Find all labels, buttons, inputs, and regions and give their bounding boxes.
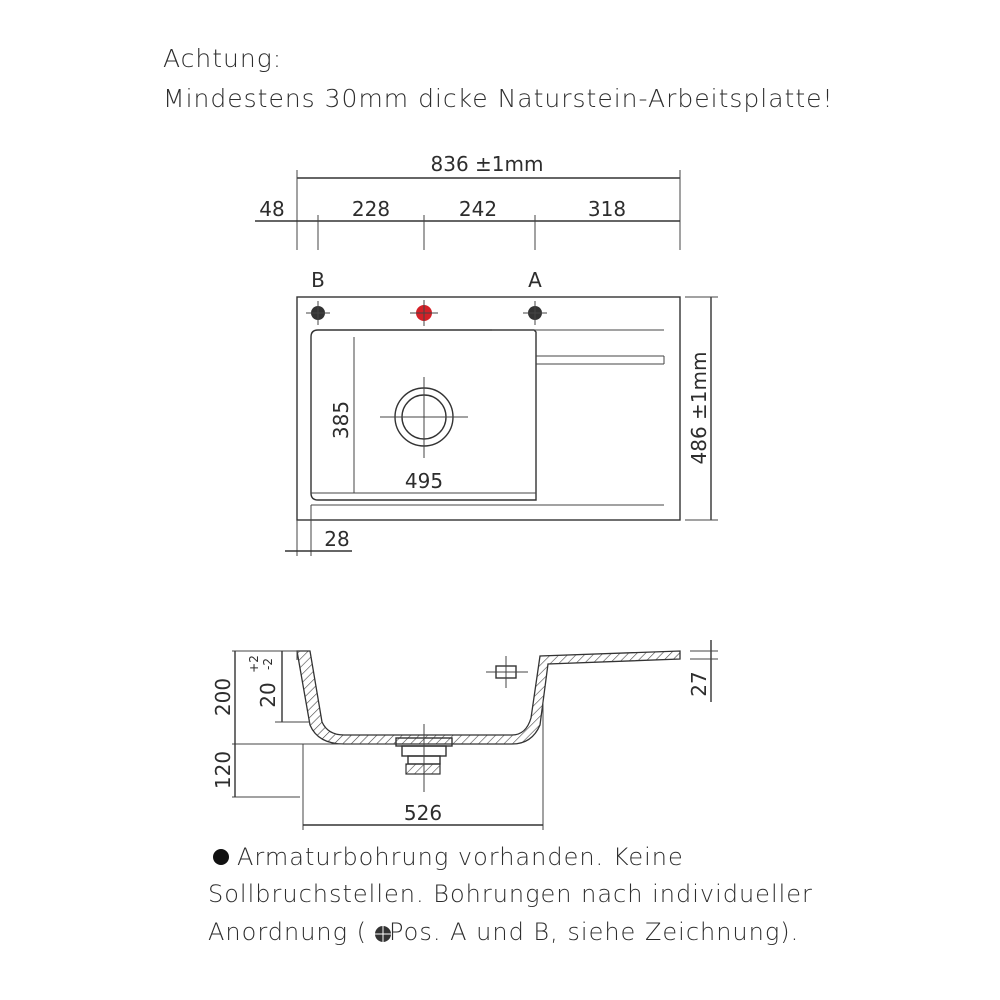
- overall-depth-label: 486 ±1mm: [687, 351, 711, 465]
- warning-title: Achtung:: [163, 44, 283, 73]
- tap-hole-b: [306, 301, 330, 325]
- bullet-dot-icon: [213, 849, 229, 865]
- overall-width-label: 836 ±1mm: [430, 152, 544, 176]
- drain-top-view: [380, 377, 468, 458]
- segment-318-label: 318: [587, 197, 627, 221]
- segment-48-label: 48: [259, 197, 285, 221]
- position-a-label: A: [528, 268, 542, 292]
- total-depth-label: 200: [211, 677, 235, 717]
- sink-top-view: [297, 297, 680, 520]
- note-line-3: [208, 918, 799, 946]
- tolerance-value-label: 20: [256, 682, 280, 708]
- tolerance-upper-label: +2: [247, 655, 261, 673]
- note-line-1: Armaturbohrung vorhanden. Keine: [237, 843, 684, 871]
- tap-hole-a: [523, 301, 547, 325]
- tolerance-lower-label: -2: [261, 658, 275, 670]
- position-b-label: B: [311, 268, 325, 292]
- sink-side-section: [232, 651, 680, 797]
- note-line-2: Sollbruchstellen. Bohrungen nach individueller: [208, 880, 813, 908]
- tap-hole-center: [410, 300, 438, 326]
- warning-text: Mindestens 30mm dicke Naturstein-Arbeitsplatte!: [163, 84, 834, 113]
- rim-height-label: 27: [687, 671, 711, 697]
- note-line-3-start: Anordnung (: [208, 918, 368, 946]
- note-line-3-end: Pos. A und B, siehe Zeichnung).: [389, 918, 800, 946]
- segment-242-label: 242: [458, 197, 498, 221]
- lower-depth-label: 120: [211, 750, 235, 790]
- segment-228-label: 228: [351, 197, 391, 221]
- bowl-bottom-width-label: 526: [403, 801, 443, 825]
- bowl-width-label: 495: [404, 469, 444, 493]
- edge-offset-label: 28: [324, 527, 350, 551]
- bowl-height-label: 385: [329, 400, 353, 440]
